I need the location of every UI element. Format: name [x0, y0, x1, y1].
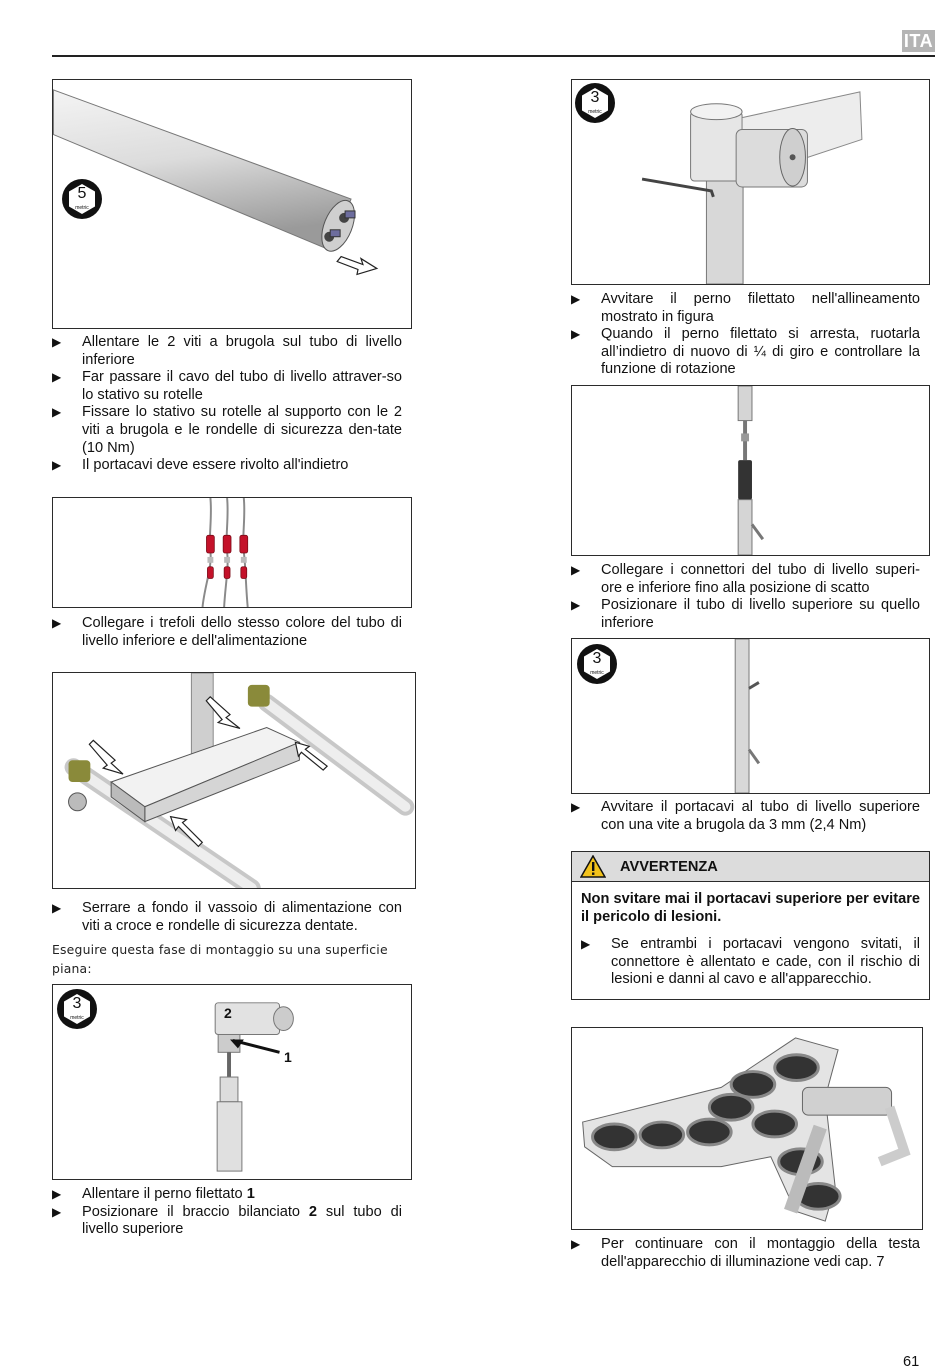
callout-1: 1 — [284, 1049, 292, 1065]
list-item: ▶ Collegare i trefoli dello stesso colore del tubo di livello inferiore e dell'alimentazione — [52, 615, 402, 649]
list-item: ▶ Allentare le 2 viti a brugola sul tubo di livello inferiore — [52, 334, 402, 368]
triangle-right-icon: ▶ — [52, 616, 62, 630]
triangle-right-icon: ▶ — [52, 1187, 62, 1201]
list-item: ▶ Posizionare il tubo di livello superiore su quello inferiore — [571, 597, 920, 631]
badge-number: 3 — [72, 995, 82, 1012]
warning-title: AVVERTENZA — [620, 859, 718, 875]
instruction-list — [571, 562, 920, 632]
hex-key-badge-icon — [574, 82, 616, 124]
instruction-list — [52, 334, 402, 475]
page-number: 61 — [903, 1354, 920, 1369]
triangle-right-icon: ▶ — [52, 335, 62, 349]
triangle-right-icon: ▶ — [571, 327, 581, 342]
list-item: ▶ Il portacavi deve essere rivolto all'indietro — [52, 457, 349, 474]
instruction-list — [571, 799, 920, 834]
assembly-note: Eseguire questa fase di montaggio su una superficie piana: — [52, 942, 388, 976]
badge-unit: metric — [70, 1015, 84, 1021]
language-tab: ITA — [903, 31, 934, 51]
triangle-right-icon: ▶ — [571, 800, 581, 814]
figure-threaded-pin — [571, 79, 930, 285]
triangle-right-icon: ▶ — [52, 458, 62, 473]
instruction-list — [571, 1236, 920, 1271]
warning-triangle-icon — [580, 855, 606, 878]
triangle-right-icon: ▶ — [52, 901, 62, 915]
figure-power-tray — [52, 672, 416, 889]
triangle-right-icon: ▶ — [52, 370, 62, 385]
warning-box — [571, 851, 930, 1000]
figure-lower-tube-screws — [52, 79, 412, 329]
instruction-list — [52, 900, 402, 935]
figure-balanced-arm — [52, 984, 412, 1180]
warning-list — [581, 936, 920, 989]
list-item: ▶ Serrare a fondo il vassoio di alimentazione con viti a croce e rondelle di sicurezza dentate. — [52, 900, 402, 934]
callout-2: 2 — [224, 1005, 232, 1021]
figure-cable-holder — [571, 638, 930, 794]
badge-unit: metric — [588, 109, 602, 115]
triangle-right-icon: ▶ — [52, 405, 62, 420]
list-item: ▶ Fissare lo stativo su rotelle al supporto con le 2 viti a brugola e le rondelle di sicurezza den-tate (10 Nm) — [52, 404, 402, 456]
instruction-list — [52, 615, 402, 650]
warning-statement: Non svitare mai il portacavi superiore per evitare il pericolo di lesioni. — [581, 891, 920, 925]
triangle-right-icon: ▶ — [571, 1237, 581, 1251]
hex-key-badge-icon — [61, 178, 103, 220]
figure-tube-connectors — [571, 385, 930, 556]
triangle-right-icon: ▶ — [571, 292, 581, 306]
hex-key-badge-icon — [576, 643, 618, 685]
list-item: ▶ Per continuare con il montaggio della testa dell'apparecchio di illuminazione vedi cap. 7 — [571, 1236, 920, 1270]
warning-header — [572, 852, 929, 882]
instruction-list — [571, 291, 920, 379]
figure-wire-connectors — [52, 497, 412, 608]
triangle-right-icon: ▶ — [571, 563, 581, 577]
list-item: ▶ Avvitare il portacavi al tubo di livello superiore con una vite a brugola da 3 mm (2,4 Nm) — [571, 799, 920, 833]
triangle-right-icon: ▶ — [571, 598, 581, 613]
list-item: ▶ Collegare i connettori del tubo di livello superi-ore e inferiore fino alla posizione di scatto — [571, 562, 920, 596]
list-item: ▶ Avvitare il perno filettato nell'allineamento mostrato in figura — [571, 291, 920, 325]
badge-number: 3 — [592, 650, 602, 667]
list-item: ▶ Se entrambi i portacavi vengono svitati, il connettore è allentato e cade, con il rischio di lesioni e danni al cavo e all'apparecchio. — [581, 936, 920, 988]
triangle-right-icon: ▶ — [52, 1204, 62, 1219]
badge-unit: metric — [590, 670, 604, 676]
badge-unit: metric — [75, 205, 89, 211]
badge-number: 3 — [590, 89, 600, 106]
instruction-list — [52, 1186, 402, 1239]
figure-light-head — [571, 1027, 923, 1230]
header-rule — [52, 55, 935, 57]
list-item: ▶ Far passare il cavo del tubo di livello attraver-so lo stativo su rotelle — [52, 369, 402, 403]
list-item: ▶ Allentare il perno filettato 1 — [52, 1186, 255, 1202]
hex-key-badge-icon — [56, 988, 98, 1030]
list-item: ▶ Posizionare il braccio bilanciato 2 sul tubo di livello superiore — [52, 1203, 402, 1238]
list-item: ▶ Quando il perno filettato si arresta, ruotarla all’indietro di nuovo di ¼ di giro e controllare la funzione di rotazione — [571, 326, 920, 378]
triangle-right-icon: ▶ — [581, 937, 591, 952]
badge-number: 5 — [77, 185, 87, 202]
